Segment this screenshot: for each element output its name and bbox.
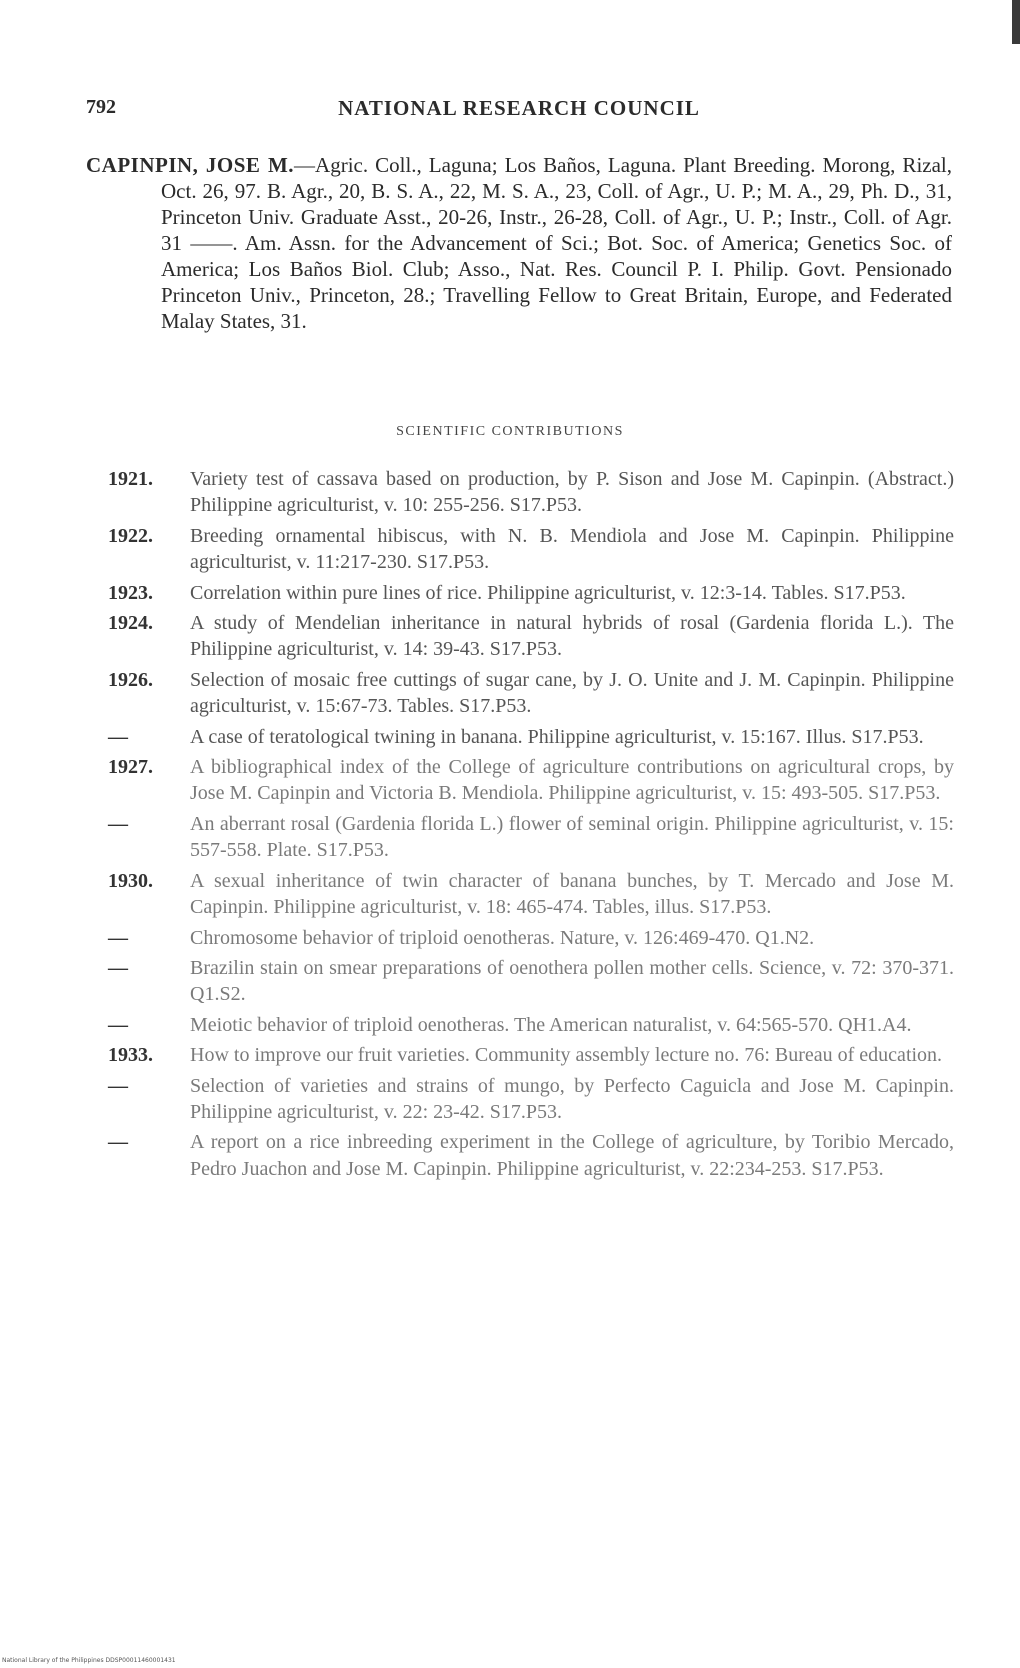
contribution-entry — [108, 925, 954, 951]
contribution-entry — [108, 811, 954, 864]
contribution-year: — — [108, 1131, 128, 1154]
contribution-year: 1930. — [108, 869, 153, 892]
contribution-year: 1927. — [108, 756, 153, 779]
contribution-text: A study of Mendelian inheritance in natural hybrids of rosal (Gardenia florida L.). The Philippine agriculturist, v. 14: 39-43. S17.P53. — [190, 612, 954, 661]
contribution-text: Meiotic behavior of triploid oenotheras. The American naturalist, v. 64:565-570. QH1.A4. — [190, 1013, 912, 1036]
biography-text: —Agric. Coll., Laguna; Los Baños, Laguna. Plant Breeding. Morong, Rizal, Oct. 26, 97. B. Agr., 20, B. S. A., 22, M. S. A., 23, Coll. of Agr., U. P.; M. A., 29, Ph. D., 31, Princeton Univ. Graduate Asst., 20-26, Instr., 26-28, Coll. of Agr., U. P.; Instr., Coll. of Agr. 31 ——. Am. Assn. for the Advancement of Sci.; Bot. Soc. of America; Genetics Soc. of America; Los Baños Biol. Club; Asso., Nat. Res. Council P. I. Philip. Govt. Pensionado Princeton Univ., Princeton, 28.; Travelling Fellow to Great Britain, Europe, and Federated Malay States, 31. — [161, 153, 952, 333]
contribution-text: Selection of varieties and strains of mungo, by Perfecto Caguicla and Jose M. Capinpin. Philippine agriculturist, v. 22: 23-42. S17.P53. — [190, 1074, 954, 1123]
page-header — [86, 96, 952, 126]
contribution-year: 1921. — [108, 468, 153, 490]
contribution-entry — [108, 610, 954, 663]
contribution-text: Brazilin stain on smear preparations of oenothera pollen mother cells. Science, v. 72: 370-371. Q1.S2. — [190, 956, 954, 1006]
scan-footer: National Library of the Philippines DDSP00011460001431 — [2, 1657, 176, 1664]
contribution-entry — [108, 1042, 954, 1068]
contribution-text: A report on a rice inbreeding experiment in the College of agriculture, by Toribio Mercado, Pedro Juachon and Jose M. Capinpin. Philippine agriculturist, v. 22:234-253. S17.P53. — [190, 1131, 954, 1180]
biography-entry — [86, 152, 952, 334]
contribution-entry — [108, 955, 954, 1008]
contribution-entry — [108, 868, 954, 921]
contributions-list — [108, 466, 954, 1186]
contribution-entry — [108, 1073, 954, 1126]
contribution-entry — [108, 1012, 954, 1038]
contribution-text: A bibliographical index of the College of agriculture contributions on agricultural crops, by Jose M. Capinpin and Victoria B. Mendiola. Philippine agriculturist, v. 15: 493-505. S17.P53. — [190, 756, 954, 805]
contribution-year: 1933. — [108, 1044, 153, 1067]
contribution-text: A sexual inheritance of twin character of banana bunches, by T. Mercado and Jose M. Capinpin. Philippine agriculturist, v. 18: 465-474. Tables, illus. S17.P53. — [190, 869, 954, 919]
contribution-text: How to improve our fruit varieties. Community assembly lecture no. 76: Bureau of education. — [190, 1044, 943, 1067]
contribution-text: An aberrant rosal (Gardenia florida L.) flower of seminal origin. Philippine agriculturist, v. 15: 557-558. Plate. S17.P53. — [190, 812, 954, 862]
contribution-year: — — [108, 926, 128, 949]
contribution-entry — [108, 580, 954, 606]
contribution-year: 1924. — [108, 612, 153, 635]
contribution-year: — — [108, 1074, 128, 1097]
biography-name: CAPINPIN, JOSE M. — [86, 153, 295, 177]
contribution-year: 1923. — [108, 581, 153, 604]
contribution-entry — [108, 754, 954, 807]
contribution-entry — [108, 667, 954, 720]
contribution-year: — — [108, 725, 128, 748]
contribution-year: — — [108, 812, 128, 835]
page-number: 792 — [86, 96, 116, 118]
contribution-text: Breeding ornamental hibiscus, with N. B. Mendiola and Jose M. Capinpin. Philippine agriculturist, v. 11:217-230. S17.P53. — [190, 524, 954, 574]
running-head: NATIONAL RESEARCH COUNCIL — [338, 96, 700, 120]
section-title: SCIENTIFIC CONTRIBUTIONS — [396, 424, 624, 439]
contribution-text: Chromosome behavior of triploid oenotheras. Nature, v. 126:469-470. Q1.N2. — [190, 926, 815, 949]
contribution-year: — — [108, 1013, 128, 1036]
contribution-year: — — [108, 956, 128, 979]
contribution-text: A case of teratological twining in banana. Philippine agriculturist, v. 15:167. Illus. S17.P53. — [190, 725, 924, 748]
contribution-year: 1926. — [108, 668, 153, 691]
contribution-entry — [108, 466, 954, 519]
contribution-text: Correlation within pure lines of rice. Philippine agriculturist, v. 12:3-14. Tables. S17.P53. — [190, 581, 906, 604]
scan-edge-mark — [1012, 0, 1020, 44]
contribution-text: Variety test of cassava based on production, by P. Sison and Jose M. Capinpin. (Abstract.) Philippine agriculturist, v. 10: 255-256. S17.P53. — [190, 468, 954, 517]
contribution-text: Selection of mosaic free cuttings of sugar cane, by J. O. Unite and J. M. Capinpin. Philippine agriculturist, v. 15:67-73. Tables. S17.P53. — [190, 668, 954, 718]
contribution-year: 1922. — [108, 524, 153, 547]
contribution-entry — [108, 724, 954, 750]
contribution-entry — [108, 1129, 954, 1182]
contribution-entry — [108, 523, 954, 576]
